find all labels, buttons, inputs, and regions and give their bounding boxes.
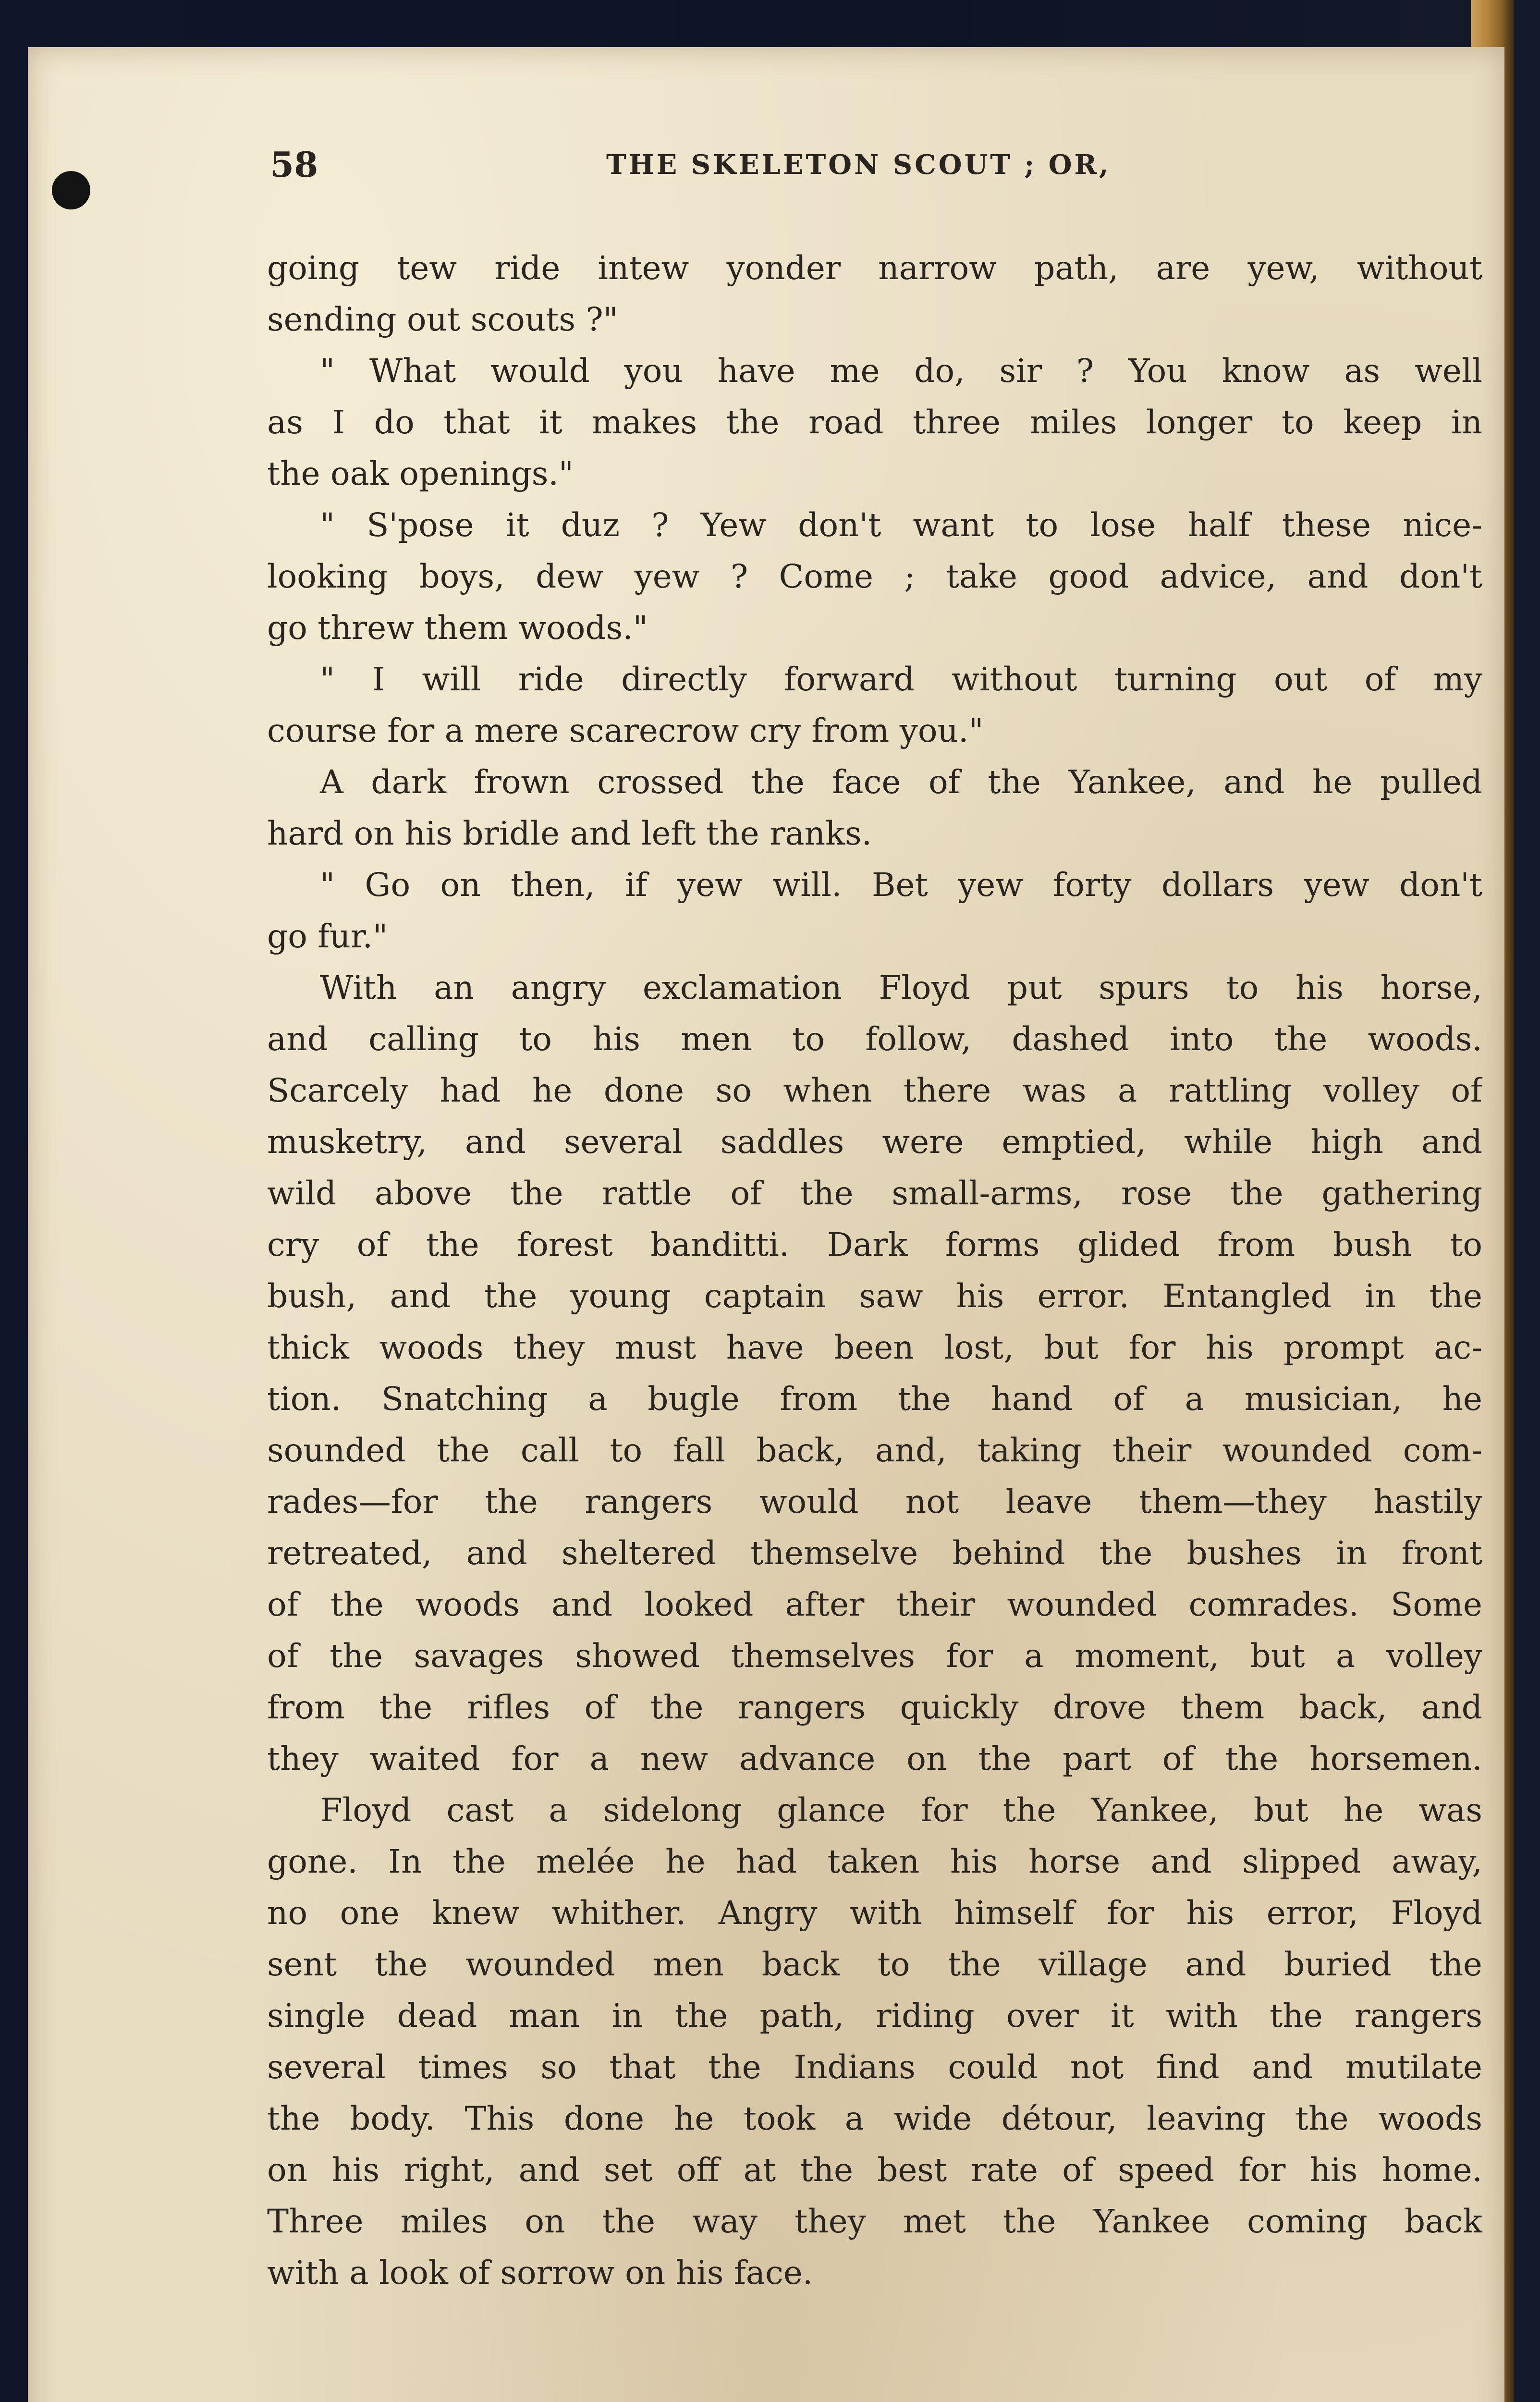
text-line: sending out scouts ?" xyxy=(267,300,618,338)
text-line: and calling to his men to follow, dashed into the woods. xyxy=(267,1020,1482,1058)
text-line: course for a mere scarecrow cry from you." xyxy=(267,711,984,749)
text-line: the oak openings." xyxy=(267,454,574,492)
text-line: Scarcely had he done so when there was a rattling volley of xyxy=(267,1071,1482,1109)
text-line: rades—for the rangers would not leave them—they hastily xyxy=(267,1483,1482,1520)
text-line: " S'pose it duz ? Yew don't want to lose half these nice- xyxy=(320,506,1482,544)
text-line: looking boys, dew yew ? Come ; take good advice, and don't xyxy=(267,557,1482,595)
text-line: of the woods and looked after their wounded comrades. Some xyxy=(267,1585,1482,1623)
text-line: cry of the forest banditti. Dark forms glided from bush to xyxy=(267,1226,1482,1263)
text-line: as I do that it makes the road three miles longer to keep in xyxy=(267,403,1482,441)
running-title: THE SKELETON SCOUT ; OR, xyxy=(606,149,1111,181)
text-line: hard on his bridle and left the ranks. xyxy=(267,814,872,852)
text-line: Floyd cast a sidelong glance for the Yankee, but he was xyxy=(320,1791,1482,1829)
text-line: " What would you have me do, sir ? You know as well xyxy=(320,352,1482,390)
text-line: wild above the rattle of the small-arms, rose the gathering xyxy=(267,1174,1482,1212)
text-line: musketry, and several saddles were emptied, while high and xyxy=(267,1123,1482,1161)
text-line: from the rifles of the rangers quickly drove them back, and xyxy=(267,1688,1482,1726)
text-line: sent the wounded men back to the village and buried the xyxy=(267,1945,1482,1983)
text-line: single dead man in the path, riding over it with the rangers xyxy=(267,1997,1482,2034)
text-line: of the savages showed themselves for a moment, but a volley xyxy=(267,1637,1482,1675)
text-line: going tew ride intew yonder narrow path, are yew, without xyxy=(267,249,1482,287)
text-line: Three miles on the way they met the Yankee coming back xyxy=(267,2202,1482,2240)
body-text xyxy=(267,242,1482,2298)
text-line: they waited for a new advance on the part of the horsemen. xyxy=(267,1740,1482,1777)
text-line: thick woods they must have been lost, but for his prompt ac- xyxy=(267,1328,1482,1366)
text-line: With an angry exclamation Floyd put spurs to his horse, xyxy=(320,968,1482,1006)
text-line: " Go on then, if yew will. Bet yew forty dollars yew don't xyxy=(320,866,1482,904)
text-line: the body. This done he took a wide détour, leaving the woods xyxy=(267,2099,1482,2137)
text-line: bush, and the young captain saw his error. Entangled in the xyxy=(267,1277,1482,1315)
running-head xyxy=(270,144,1480,197)
text-line: go threw them woods." xyxy=(267,609,648,647)
text-line: tion. Snatching a bugle from the hand of a musician, he xyxy=(267,1380,1482,1418)
text-line: gone. In the melée he had taken his horse and slipped away, xyxy=(267,1842,1482,1880)
text-line: " I will ride directly forward without turning out of my xyxy=(320,660,1482,698)
text-line: retreated, and sheltered themselve behind the bushes in front xyxy=(267,1534,1482,1572)
text-line: go fur." xyxy=(267,917,388,955)
text-line: on his right, and set off at the best rate of speed for his home. xyxy=(267,2151,1482,2189)
binding-hole xyxy=(52,171,90,209)
page-number: 58 xyxy=(270,144,318,185)
text-line: with a look of sorrow on his face. xyxy=(267,2254,813,2292)
text-line: sounded the call to fall back, and, taking their wounded com- xyxy=(267,1431,1482,1469)
text-line: no one knew whither. Angry with himself for his error, Floyd xyxy=(267,1894,1482,1932)
text-line: several times so that the Indians could not find and mutilate xyxy=(267,2048,1482,2086)
text-line: A dark frown crossed the face of the Yankee, and he pulled xyxy=(320,763,1482,801)
